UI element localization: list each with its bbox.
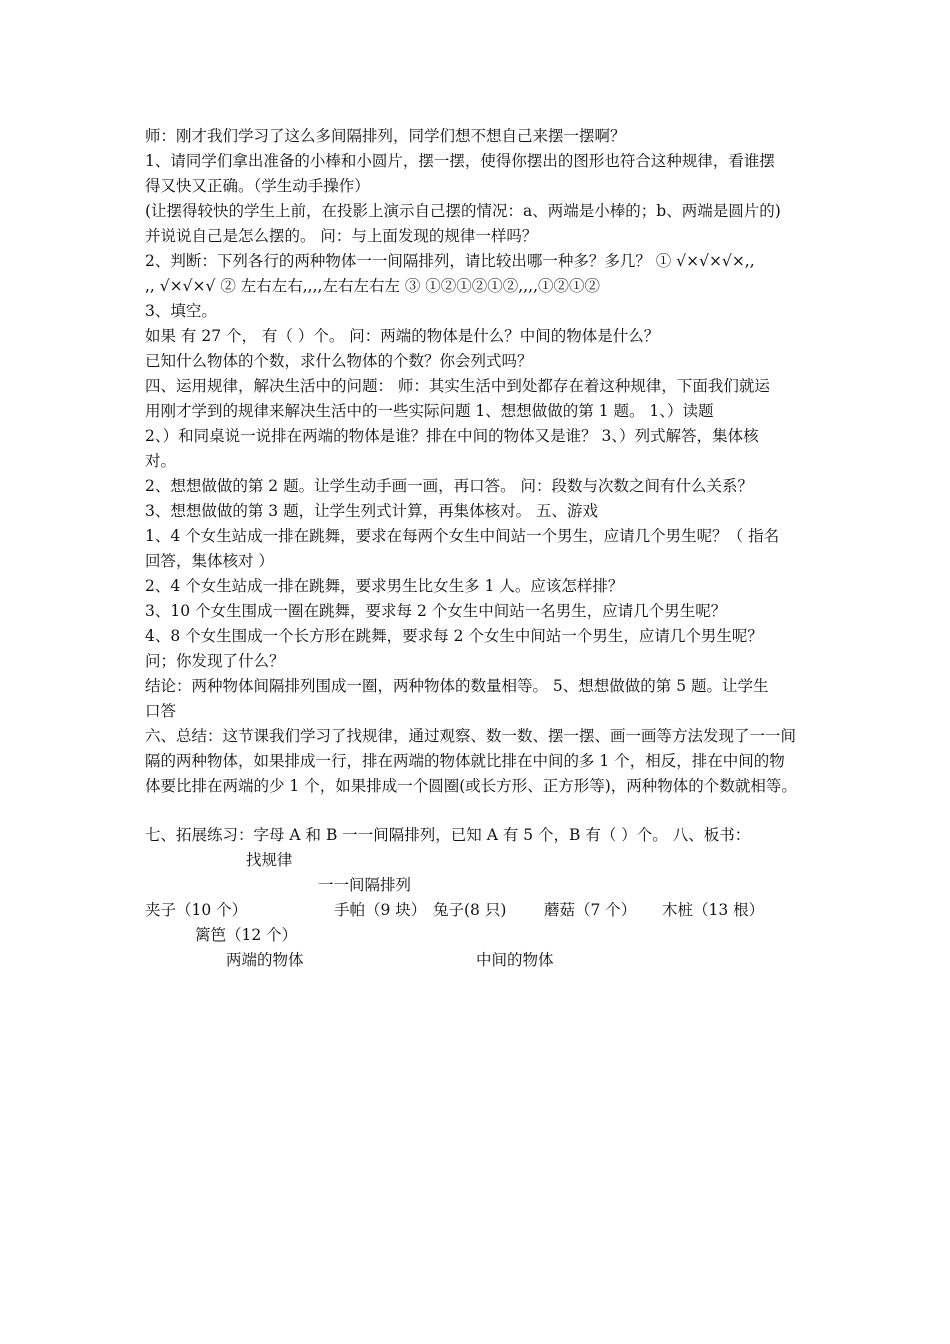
text-line-14: 对。 [145,452,177,470]
text-line-19: 2、4 个女生站成一排在跳舞，要求男生比女生多 1 人。应该怎样排？ [145,577,624,595]
text-line-25: 六、总结：这节课我们学习了找规律，通过观察、数一数、摆一摆、画一画等方法发现了一一间 [145,727,797,745]
text-line-12: 用刚才学到的规律来解决生活中的一些实际问题 1、想想做做的第 1 题。 1、）读题 [145,402,714,420]
text-line-22: 问；你发现了什么？ [145,652,285,670]
board-subtitle: 一一间隔排列 [318,876,412,894]
text-line-24: 口答 [145,702,177,720]
text-line-7: ,, √×√×√ ② 左右左右,,,,左右左右左 ③ ①②①②①②,,,,①②①② [145,277,601,295]
text-line-13: 2、）和同桌说一说排在两端的物体是谁？排在中间的物体又是谁？ 3、）列式解答，集体核 [145,427,759,445]
text-line-20: 3、10 个女生围成一圈在跳舞，要求每 2 个女生中间站一名男生，应请几个男生呢？ [145,602,727,620]
text-line-1: 师：刚才我们学习了这么多间隔排列，同学们想不想自己来摆一摆啊？ [145,127,626,145]
board-ends-label: 两端的物体 [226,951,304,969]
text-line-18: 回答，集体核对 ） [145,552,274,570]
board-middle-label: 中间的物体 [476,951,554,969]
text-line-28: 七、拓展练习：字母 A 和 B 一一间隔排列，已知 A 有 5 个，B 有（ ）个。 八、板书： [145,826,751,844]
board-item-rabbits: 兔子(8 只) [433,901,507,919]
board-item-mushrooms: 蘑菇（7 个） [544,901,637,919]
text-line-16: 3、想想做做的第 3 题，让学生列式计算，再集体核对。 五、游戏 [145,502,599,520]
text-line-11: 四、运用规律，解决生活中的问题： 师：其实生活中到处都存在着这种规律，下面我们就运 [145,377,770,395]
text-line-9: 如果 有 27 个， 有（ ）个。 问：两端的物体是什么？中间的物体是什么？ [145,327,660,345]
board-item-clips: 夹子（10 个） [145,901,248,919]
text-line-15: 2、想想做做的第 2 题。让学生动手画一画，再口答。 问：段数与次数之间有什么关系？ [145,477,754,495]
board-title: 找规律 [246,851,293,869]
text-line-21: 4、8 个女生围成一个长方形在跳舞，要求每 2 个女生中间站一个男生，应请几个男生呢？ [145,627,763,645]
text-line-2: 1、请同学们拿出准备的小棒和小圆片，摆一摆，使得你摆出的图形也符合这种规律，看谁摆 [145,152,775,170]
text-line-3: 得又快又正确。（学生动手操作） [145,177,370,195]
board-item-stakes: 木桩（13 根） [662,901,765,919]
board-item-handkerchiefs: 手帕（9 块） [334,901,427,919]
board-item-fence: 篱笆（12 个） [195,926,298,944]
text-line-27: 体要比排在两端的少 1 个，如果排成一个圆圈(或长方形、正方形等)，两种物体的个数就相等。 [145,777,797,795]
text-line-17: 1、4 个女生站成一排在跳舞，要求在每两个女生中间站一个男生，应请几个男生呢？（ 指名 [145,527,780,545]
text-line-5: 并说说自己是怎么摆的。 问：与上面发现的规律一样吗？ [145,227,538,245]
text-line-10: 已知什么物体的个数，求什么物体的个数？你会列式吗？ [145,352,533,370]
text-line-23: 结论：两种物体间隔排列围成一圈，两种物体的数量相等。 5、想想做做的第 5 题。让学生 [145,677,769,695]
text-line-26: 隔的两种物体，如果排成一行，排在两端的物体就比排在中间的多 1 个，相反，排在中间的物 [145,752,785,770]
text-line-6: 2、判断：下列各行的两种物体一一间隔排列，请比较出哪一种多？多几？ ① √×√×√×,, [145,252,755,270]
text-line-4: (让摆得较快的学生上前，在投影上演示自己摆的情况：a、两端是小棒的；b、两端是圆片的) [145,202,781,220]
text-line-8: 3、填空。 [145,302,217,320]
